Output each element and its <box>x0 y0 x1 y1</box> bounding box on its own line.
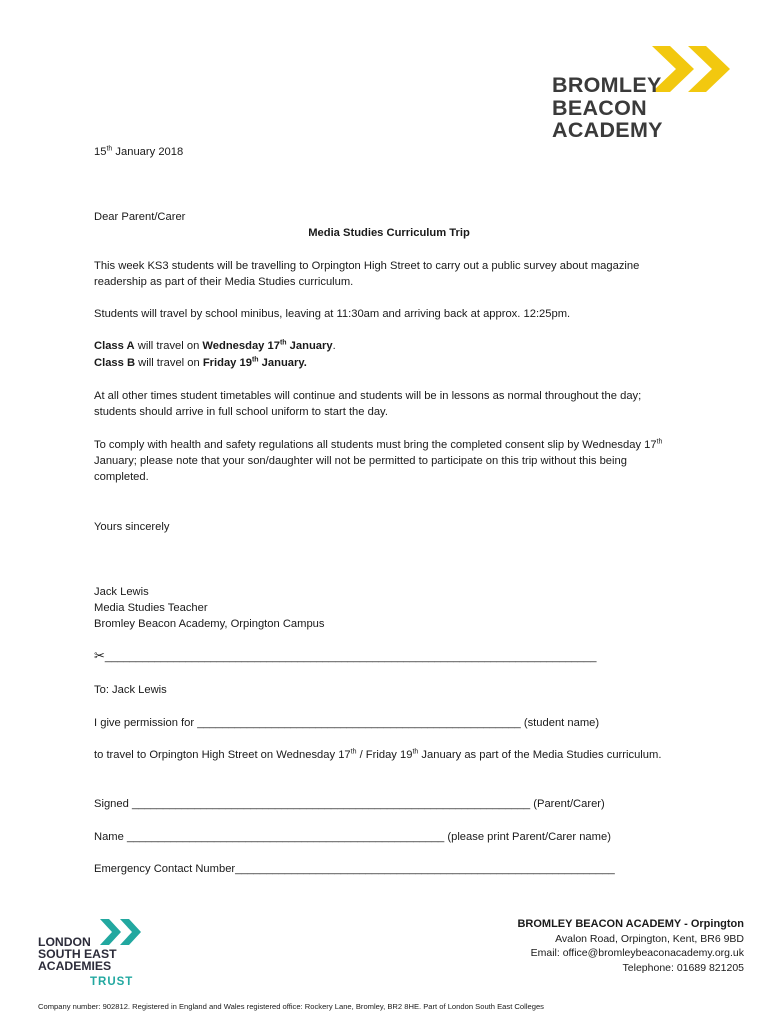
lsea-trust-logo <box>38 918 158 988</box>
signed-field: Signed ________________________________________________________________ (Parent/Carer) <box>94 798 605 810</box>
signature-block <box>94 584 684 632</box>
trust-label: TRUST <box>90 976 134 988</box>
cut-line: ✂_______________________________________________________________________________ <box>94 648 597 663</box>
logo-wordmark: BROMLEY BEACON ACADEMY <box>552 73 663 142</box>
class-a-line: Class A will travel on Wednesday 17th January. <box>94 339 336 352</box>
bromley-beacon-logo <box>552 44 752 144</box>
email-line: Email: office@bromleybeaconacademy.org.uk <box>530 947 744 959</box>
closing: Yours sincerely <box>94 521 170 533</box>
paragraph-consent: To comply with health and safety regulations all students must bring the completed consent slip by Wednesday 17th January; please note that your son/daughter will not be permitted to participate on this trip without this being completed. <box>94 438 663 483</box>
permission-field: I give permission for ____________________________________________________ (student name) <box>94 717 600 729</box>
slip-to: To: Jack Lewis <box>94 684 167 696</box>
signer-name: Jack Lewis <box>94 586 149 598</box>
class-b-line: Class B will travel on Friday 19th January. <box>94 356 307 369</box>
paragraph-survey: This week KS3 students will be travelling to Orpington High Street to carry out a public survey about magazine readership as part of their Media Studies curriculum. <box>94 260 640 288</box>
salutation: Dear Parent/Carer <box>94 211 186 223</box>
trust-wordmark: LONDON SOUTH EAST ACADEMIES <box>38 935 117 973</box>
letter-date: 15th January 2018 <box>94 145 184 158</box>
telephone-line: Telephone: 01689 821205 <box>622 961 744 974</box>
company-registration: Company number: 902812. Registered in England and Wales registered office: Rockery Lane, Bromley, BR2 8HE. Part of London South East Colleges <box>38 1002 544 1011</box>
travel-line: to travel to Orpington High Street on Wednesday 17th / Friday 19th January as part of the Media Studies curriculum. <box>94 748 662 761</box>
paragraph-timetables: At all other times student timetables will continue and students will be in lessons as normal throughout the day; students should arrive in full school uniform to start the day. <box>94 390 642 418</box>
address-block <box>517 917 744 975</box>
chevron-logo-icon <box>650 44 750 94</box>
paragraph-minibus: Students will travel by school minibus, leaving at 11:30am and arriving back at approx. 12:25pm. <box>94 308 571 320</box>
name-field: Name ___________________________________________________ (please print Parent/Carer name) <box>94 831 611 843</box>
emergency-contact-field: Emergency Contact Number_____________________________________________________________ <box>94 863 615 875</box>
scissors-icon: ✂ <box>94 648 105 663</box>
signer-role: Media Studies Teacher <box>94 602 208 614</box>
signer-org: Bromley Beacon Academy, Orpington Campus <box>94 618 325 630</box>
address-line: Avalon Road, Orpington, Kent, BR6 9BD <box>555 932 744 945</box>
letter-subject: Media Studies Curriculum Trip <box>308 227 470 239</box>
address-title: BROMLEY BEACON ACADEMY - Orpington <box>517 918 744 930</box>
